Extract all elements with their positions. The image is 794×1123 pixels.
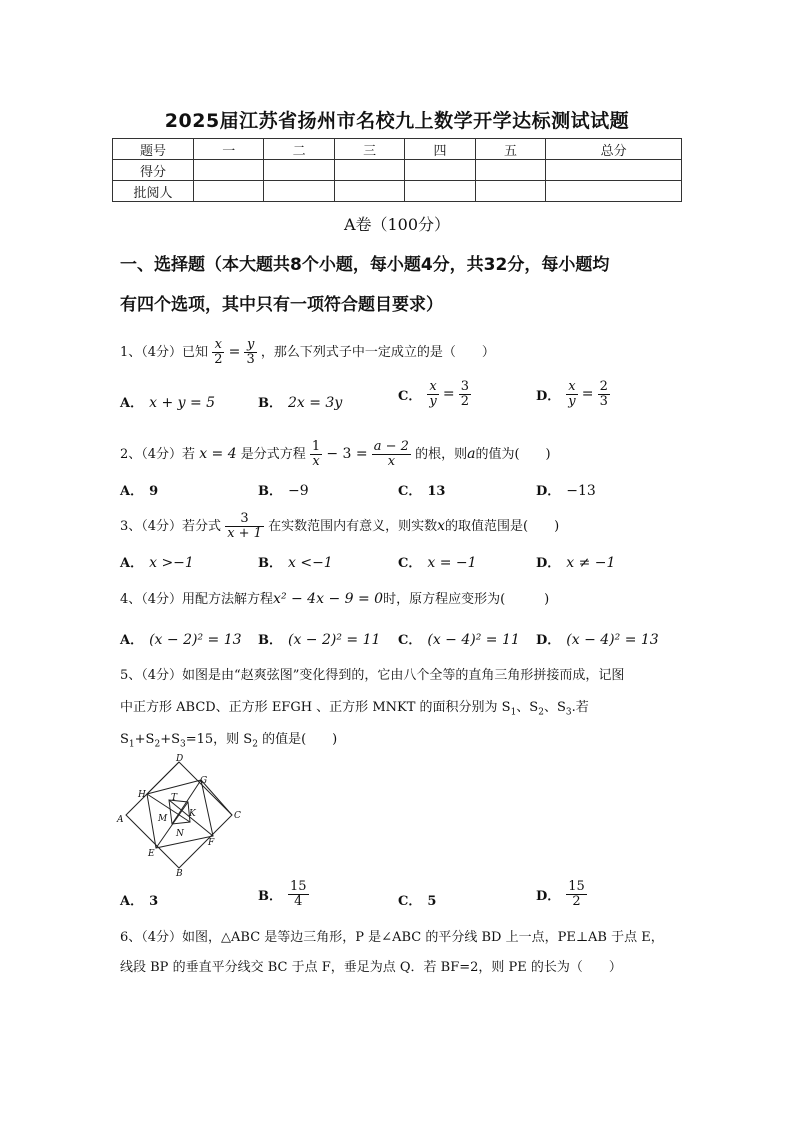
option-b[interactable]: B． 2x = 3y: [258, 395, 343, 411]
section1-heading-line1: 一、选择题（本大题共8个小题，每小题4分，共32分，每小题均: [120, 255, 610, 275]
score-cell[interactable]: [546, 181, 682, 202]
label-k: K: [189, 809, 196, 819]
label-g: G: [200, 776, 208, 786]
score-cell[interactable]: [194, 160, 264, 181]
label-d: D: [176, 754, 184, 764]
label-b: B: [176, 869, 183, 878]
question-6-line1: 6、（4分）如图，△ABC 是等边三角形，P 是∠ABC 的平分线 BD 上一点，PE⊥AB 于点 E，: [120, 930, 664, 945]
question-5-line3: $S_1+S_2+S_3=15$，则 $S_2$ 的值是( ): [120, 732, 338, 750]
question-1: 1、（4分）已知 $\frac{x}{2}$ = $\frac{y}{3}$ ，那么下列式子中一定成立的是（ ）: [120, 337, 495, 367]
score-cell[interactable]: [475, 181, 545, 202]
score-cell[interactable]: [475, 160, 545, 181]
label-a: A: [117, 815, 124, 825]
option-a[interactable]: A． x + y = 5: [120, 395, 216, 411]
section-a-heading: A卷（100分）: [343, 215, 451, 234]
score-cell[interactable]: [405, 181, 475, 202]
option-c[interactable]: C． 5: [398, 894, 437, 909]
option-d[interactable]: D． $\frac{15}{2}$: [536, 879, 585, 909]
score-table: [112, 138, 682, 202]
question-4: 4、（4分）用配方法解方程x² − 4x − 9 = 0时，原方程应变形为( ): [120, 591, 550, 607]
score-cell[interactable]: [405, 160, 475, 181]
question-1-number: 1、（4分）已知: [120, 345, 209, 360]
option-d[interactable]: D． −13: [536, 483, 596, 499]
score-table-header: 五: [475, 139, 545, 160]
label-c: C: [234, 811, 241, 821]
score-table-header-row: [113, 139, 682, 160]
label-e: E: [148, 849, 155, 859]
score-table-header: 二: [264, 139, 334, 160]
option-c[interactable]: C． x = −1: [398, 555, 477, 571]
score-table-row: [113, 160, 682, 181]
option-d[interactable]: D． (x − 4)² = 13: [536, 632, 659, 648]
fraction: $\frac{x}{2}$: [214, 337, 223, 367]
question-3: 3、（4分）若分式 $\frac{3}{x + 1}$ 在实数范围内有意义，则实数x的取值范围是( ): [120, 511, 560, 541]
label-h: H: [138, 790, 146, 800]
score-cell[interactable]: [546, 160, 682, 181]
score-cell[interactable]: [334, 181, 404, 202]
section1-heading-line2: 有四个选项，其中只有一项符合题目要求）: [120, 295, 443, 315]
option-b[interactable]: B． $\frac{15}{4}$: [258, 879, 307, 909]
question-1-text: ，那么下列式子中一定成立的是（ ）: [260, 345, 495, 360]
score-cell[interactable]: [264, 181, 334, 202]
option-c[interactable]: C． 13: [398, 484, 446, 499]
score-cell[interactable]: [334, 160, 404, 181]
score-cell[interactable]: [264, 160, 334, 181]
question-5-line1: 5、（4分）如图是由“赵爽弦图”变化得到的，它由八个全等的直角三角形拼接而成，记图: [120, 668, 625, 683]
option-c[interactable]: C． $\frac{x}{y}$ = $\frac{3}{2}$: [398, 379, 470, 409]
page-title: 2025届江苏省扬州市名校九上数学开学达标测试试题: [164, 110, 630, 132]
option-b[interactable]: B． (x − 2)² = 11: [258, 632, 381, 648]
option-a[interactable]: A． 3: [120, 894, 159, 909]
score-table-header: 一: [194, 139, 264, 160]
score-table-header: 总分: [546, 139, 682, 160]
score-row-label: 批阅人: [113, 181, 194, 202]
score-row-label: 得分: [113, 160, 194, 181]
fraction: $\frac{y}{3}$: [246, 337, 255, 367]
option-c[interactable]: C． (x − 4)² = 11: [398, 632, 520, 648]
score-table-header: 题号: [113, 139, 194, 160]
option-a[interactable]: A． x >−1: [120, 555, 194, 571]
score-cell[interactable]: [194, 181, 264, 202]
label-t: T: [171, 793, 178, 803]
option-d[interactable]: D． x ≠ −1: [536, 555, 616, 571]
zhao-shuang-diagram: [114, 752, 244, 878]
option-b[interactable]: B． −9: [258, 483, 309, 499]
score-table-header: 四: [405, 139, 475, 160]
score-table-header: 三: [334, 139, 404, 160]
option-a[interactable]: A． 9: [120, 484, 159, 499]
score-table-row: [113, 181, 682, 202]
option-a[interactable]: A． (x − 2)² = 13: [120, 632, 242, 648]
label-n: N: [176, 829, 184, 839]
label-f: F: [208, 838, 215, 848]
question-6-line2: 线段 BP 的垂直平分线交 BC 于点 F，垂足为点 Q．若 BF=2，则 PE 的长为（ ）: [120, 960, 622, 975]
option-b[interactable]: B． x <−1: [258, 555, 333, 571]
question-2: 2、（4分）若 x = 4 是分式方程 $\frac{1}{x}$ − 3 = $\frac{a - 2}{x}$ 的根，则a的值为( ): [120, 439, 551, 469]
question-5-line2: 中正方形 ABCD、正方形 EFGH 、正方形 MNKT 的面积分别为 $S_1$、$S_2$、$S_3$.若: [120, 700, 589, 718]
option-d[interactable]: D． $\frac{x}{y}$ = $\frac{2}{3}$: [536, 379, 608, 409]
label-m: M: [158, 814, 168, 824]
